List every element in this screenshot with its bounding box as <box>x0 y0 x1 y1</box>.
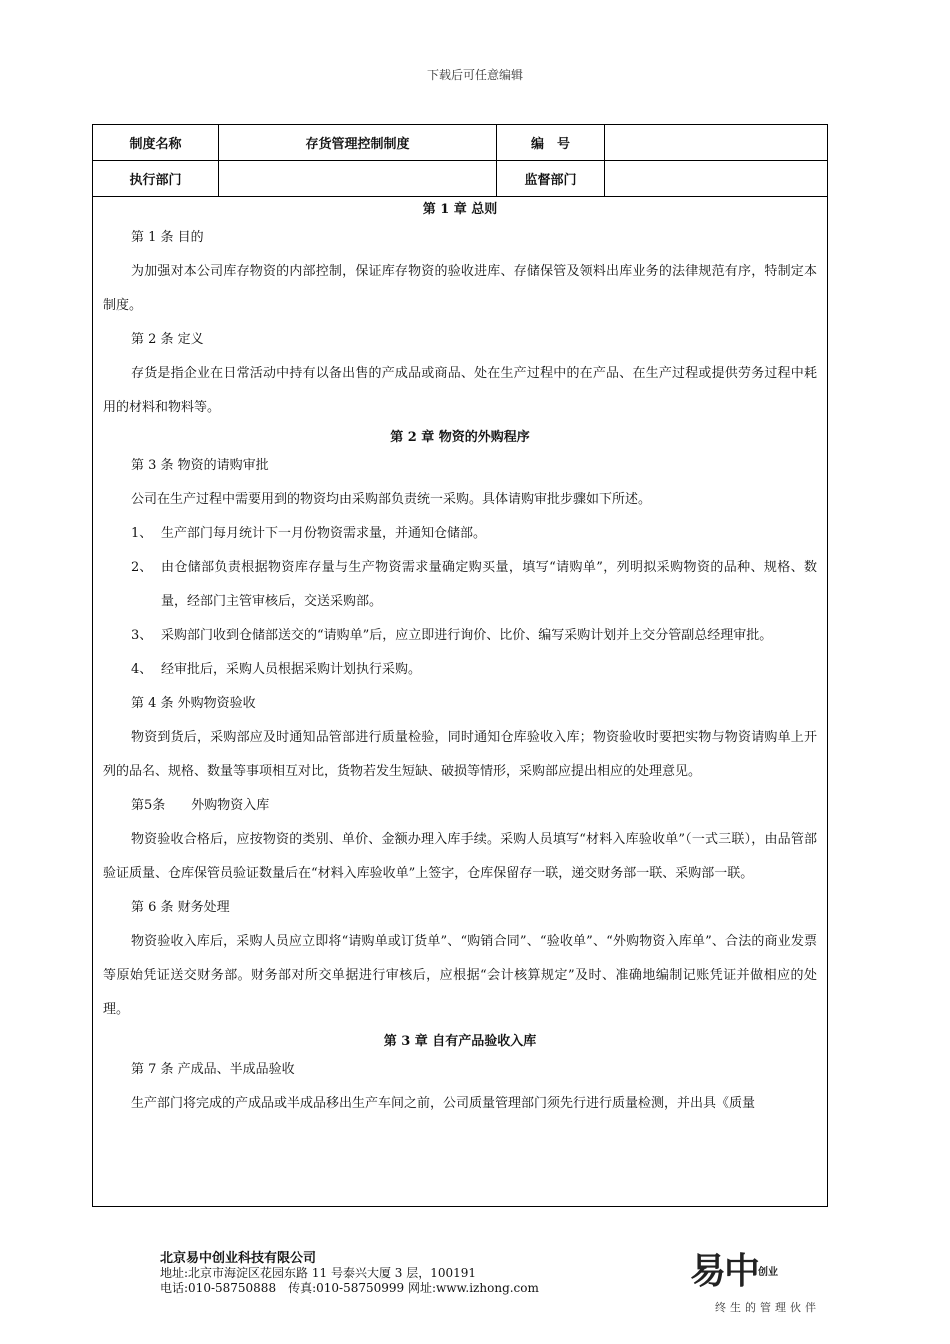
article-2-text: 存货是指企业在日常活动中持有以备出售的产成品或商品、处在生产过程中的在产品、在生产过程或提供劳务过程中耗用的材料和物料等。 <box>103 366 817 415</box>
list-item <box>103 619 817 653</box>
article-4-title: 第 4 条 外购物资验收 <box>131 696 256 711</box>
exec-dept-value <box>219 161 497 196</box>
article-3-text: 公司在生产过程中需要用到的物资均由采购部负责统一采购。具体请购审批步骤如下所述。 <box>131 492 652 507</box>
name-value: 存货管理控制制度 <box>219 125 497 160</box>
article-4-text: 物资到货后，采购部应及时通知品管部进行质量检验，同时通知仓库验收入库；物资验收时要把实物与物资请购单上开列的品名、规格、数量等事项相互对比，货物若发生短缺、破损等情形，采购部应提出相应的处理意见。 <box>103 730 817 779</box>
name-label: 制度名称 <box>93 125 219 160</box>
list-item-number: 1、 <box>131 526 153 541</box>
article-6-text: 物资验收入库后，采购人员应立即将“请购单或订货单”、“购销合同”、“验收单”、“外购物资入库单”、合法的商业发票等原始凭证送交财务部。财务部对所交单据进行审核后，应根据“会计核算规定”及时、准确地编制记账凭证并做相应的处理。 <box>103 934 817 1017</box>
article-7-text: 生产部门将完成的产成品或半成品移出生产车间之前，公司质量管理部门须先行进行质量检测，并出具《质量 <box>131 1096 756 1111</box>
chapter-3-heading: 第 3 章 自有产品验收入库 <box>383 1034 537 1049</box>
logo-slogan: 终生的管理伙伴 <box>715 1301 820 1314</box>
list-item-text: 采购部门收到仓储部送交的“请购单”后，应立即进行询价、比价、编写采购计划并上交分管副总经理审批。 <box>161 628 773 643</box>
document-body <box>93 197 827 1121</box>
article-2-title: 第 2 条 定义 <box>131 332 204 347</box>
chapter-1-heading: 第 1 章 总则 <box>422 202 498 217</box>
list-item-text: 由仓储部负责根据物资库存量与生产物资需求量确定购买量，填写“请购单”，列明拟采购物资的品种、规格、数量，经部门主管审核后，交送采购部。 <box>161 560 817 609</box>
logo-mark: 易中创业 <box>690 1251 779 1292</box>
footer-contact: 电话:010-58750888 传真:010-58750999 网址:www.izhong.com <box>160 1281 539 1295</box>
article-1-title: 第 1 条 目的 <box>131 230 204 245</box>
logo-small-text: 创业 <box>758 1267 779 1278</box>
article-1-text: 为加强对本公司库存物资的内部控制，保证库存物资的验收进库、存储保管及领料出库业务的法律规范有序，特制定本制度。 <box>103 264 817 313</box>
list-item-text: 经审批后，采购人员根据采购计划执行采购。 <box>161 662 422 677</box>
footer-address: 地址:北京市海淀区花园东路 11 号泰兴大厦 3 层，100191 <box>160 1266 477 1280</box>
header-row-2 <box>93 161 827 197</box>
supervise-dept-label: 监督部门 <box>497 161 605 196</box>
list-item <box>103 653 817 687</box>
article-7-title: 第 7 条 产成品、半成品验收 <box>131 1062 295 1077</box>
footer-company: 北京易中创业科技有限公司 <box>160 1251 317 1266</box>
supervise-dept-value <box>605 161 827 196</box>
list-item <box>103 517 817 551</box>
list-item-number: 2、 <box>131 560 153 575</box>
header-row-1 <box>93 125 827 161</box>
article-5-text: 物资验收合格后，应按物资的类别、单价、金额办理入库手续。采购人员填写“材料入库验收单”（一式三联），由品管部验证质量、仓库保管员验证数量后在“材料入库验收单”上签字，仓库保留存一联，递交财务部一联、采购部一联。 <box>103 832 817 881</box>
top-note: 下载后可任意编辑 <box>426 68 523 82</box>
company-logo <box>690 1250 820 1315</box>
number-value <box>605 125 827 160</box>
exec-dept-label: 执行部门 <box>93 161 219 196</box>
article-6-title: 第 6 条 财务处理 <box>131 900 230 915</box>
article-3-title: 第 3 条 物资的请购审批 <box>131 458 269 473</box>
page-footer <box>160 1251 539 1296</box>
chapter-2-heading: 第 2 章 物资的外购程序 <box>390 430 530 445</box>
list-item-number: 4、 <box>131 662 153 677</box>
number-label: 编 号 <box>497 125 605 160</box>
regulation-document <box>92 124 828 1207</box>
list-item-text: 生产部门每月统计下一月份物资需求量，并通知仓储部。 <box>161 526 487 541</box>
article-5-title: 第5条 外购物资入库 <box>131 798 270 813</box>
list-item-number: 3、 <box>131 628 153 643</box>
list-item <box>103 551 817 619</box>
